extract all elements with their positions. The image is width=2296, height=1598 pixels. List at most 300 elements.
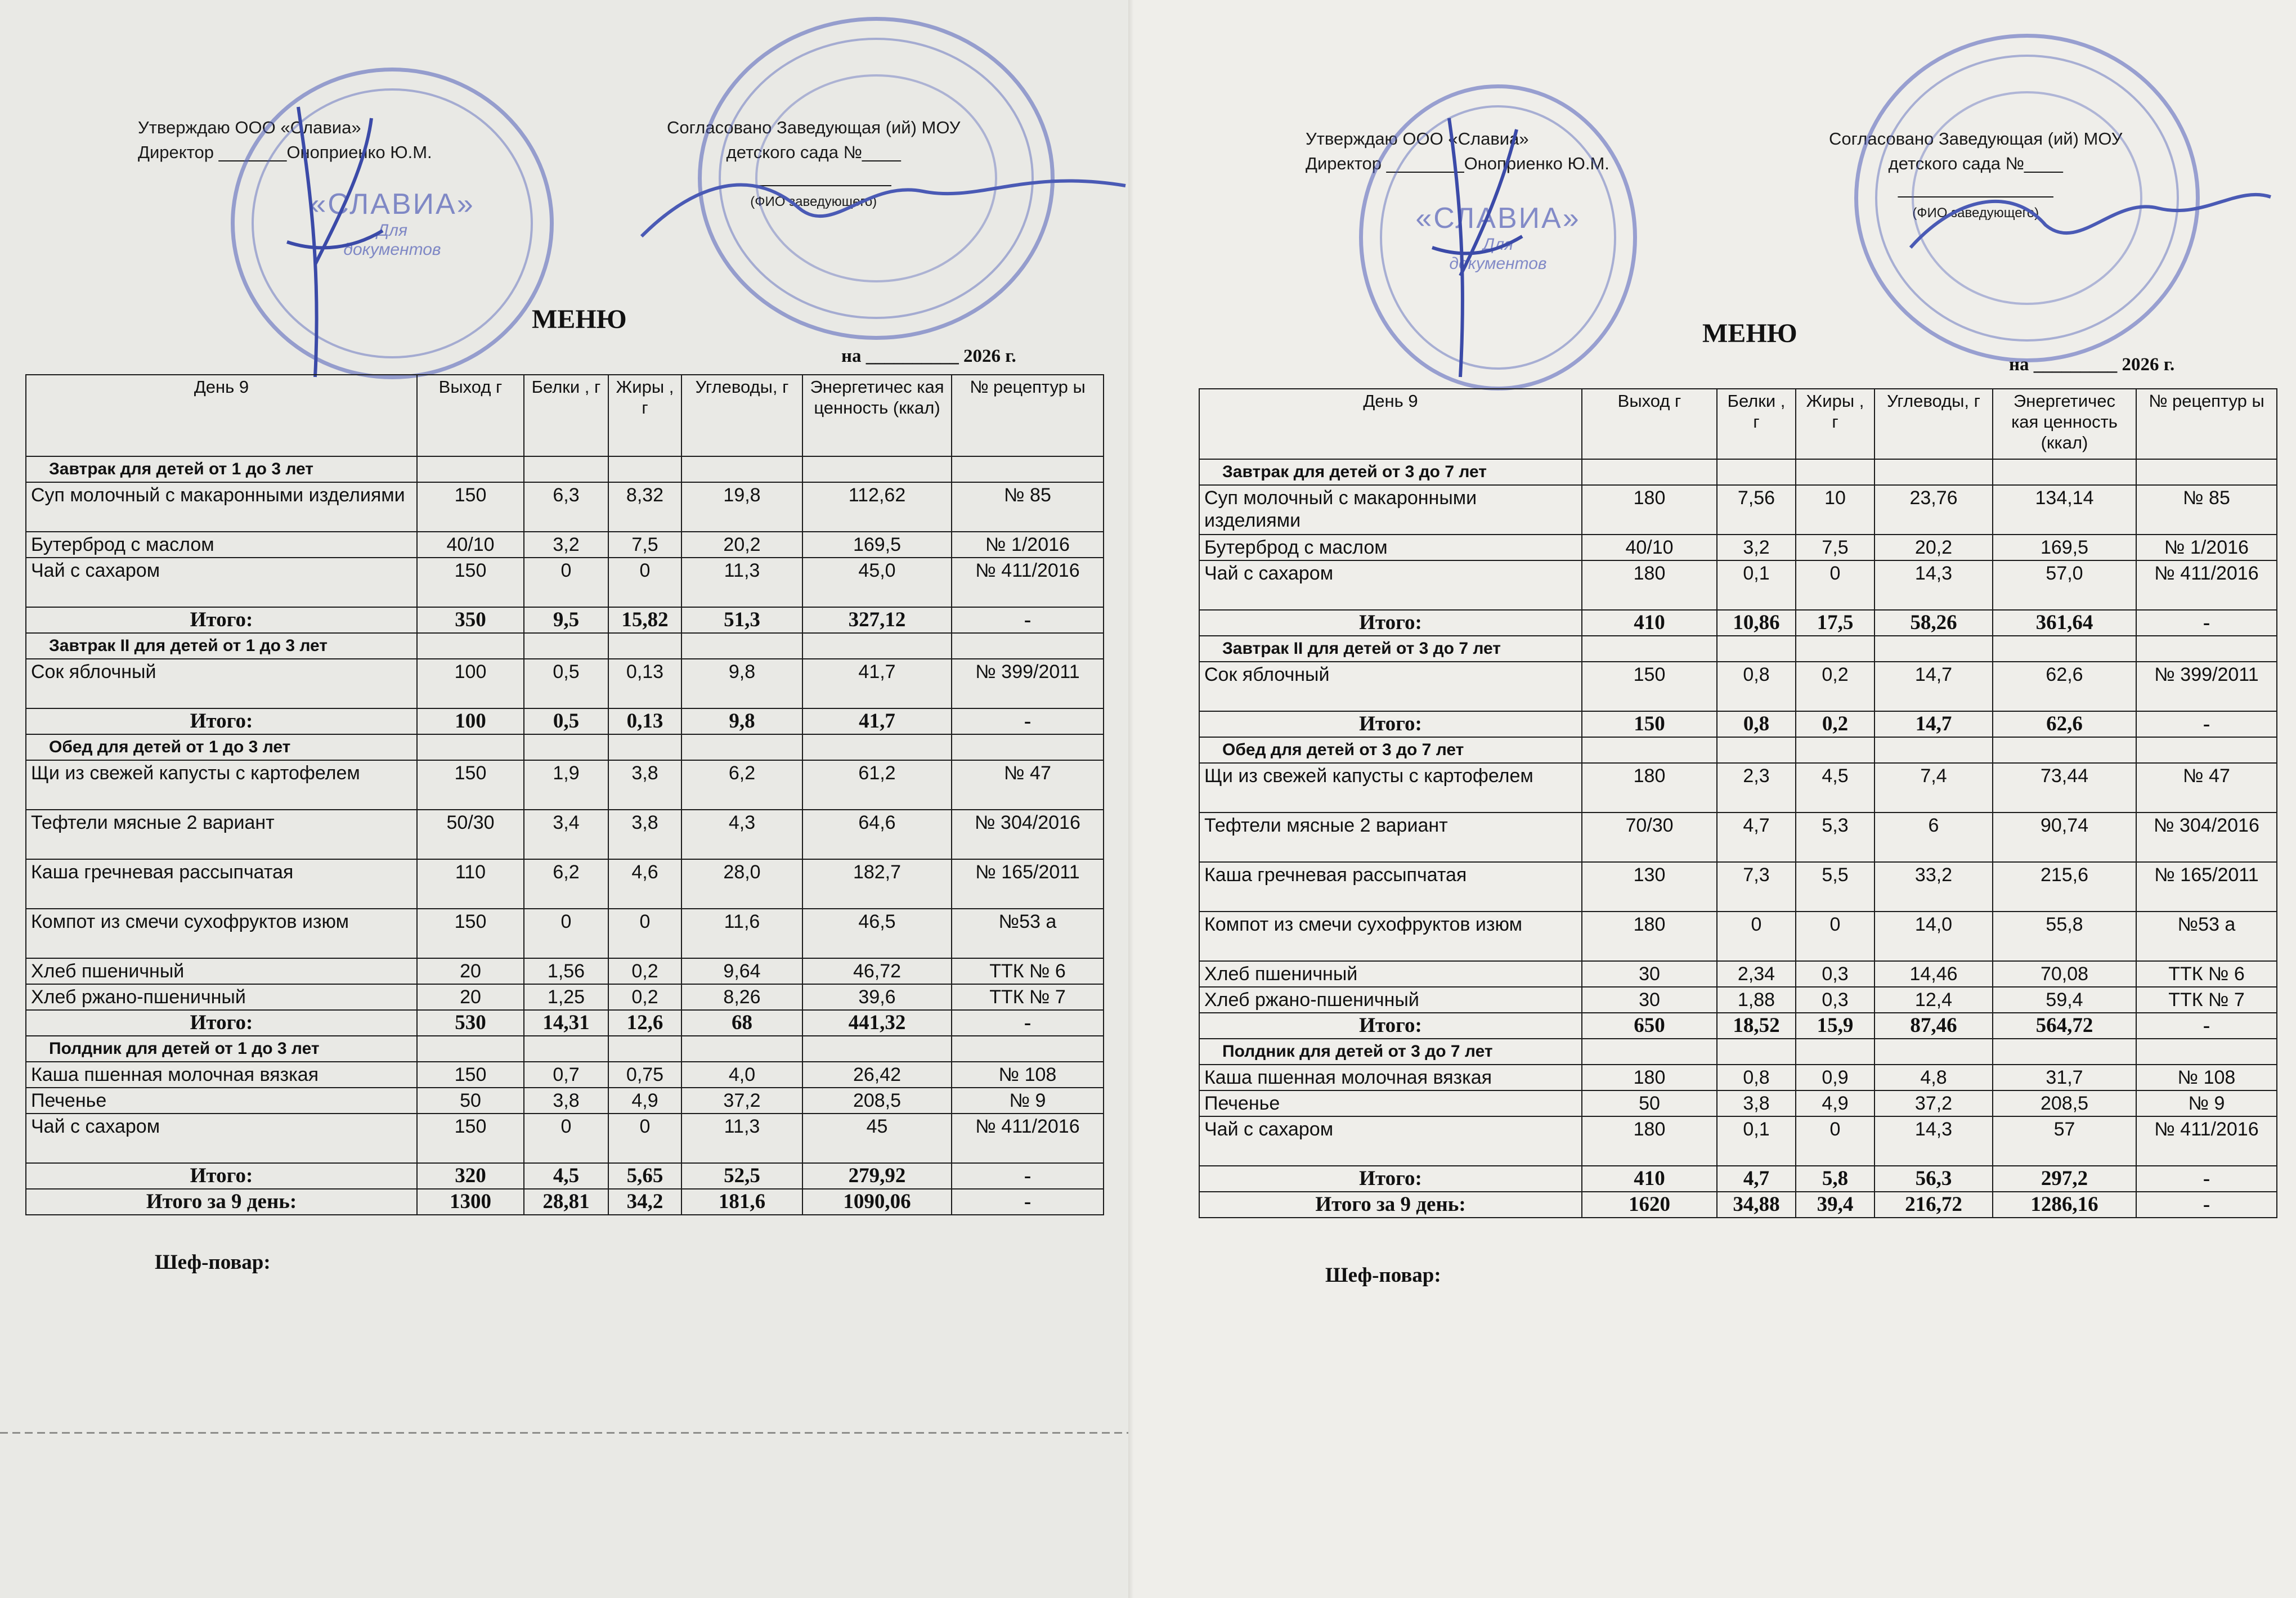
stamp-company-name: «СЛАВИА» — [1415, 202, 1581, 235]
dish-row — [1199, 987, 2277, 1013]
dish-row — [1199, 813, 2277, 862]
recipe-cell: № 411/2016 — [2136, 1116, 2277, 1166]
protein-cell: 0,7 — [524, 1062, 608, 1088]
energy-cell: 297,2 — [1993, 1166, 2136, 1192]
dish-row — [1199, 560, 2277, 610]
protein-cell: 1,56 — [524, 958, 608, 984]
energy-cell: 41,7 — [802, 659, 952, 708]
dish-name: Тефтели мясные 2 вариант — [1199, 813, 1582, 862]
left-sheet — [0, 0, 1134, 1598]
protein-cell: 3,8 — [524, 1088, 608, 1114]
recipe-cell: ТТК № 6 — [952, 958, 1104, 984]
output-cell: 150 — [417, 482, 524, 532]
energy-cell: 1090,06 — [802, 1189, 952, 1215]
fat-cell: 3,8 — [608, 810, 681, 859]
protein-cell: 18,52 — [1717, 1013, 1796, 1039]
energy-cell: 41,7 — [802, 708, 952, 734]
fat-cell: 4,5 — [1796, 763, 1875, 813]
protein-cell: 3,2 — [524, 532, 608, 558]
output-cell: 180 — [1582, 485, 1717, 535]
empty-cell — [1717, 1039, 1796, 1065]
output-cell: 150 — [417, 760, 524, 810]
energy-cell: 182,7 — [802, 859, 952, 909]
section-row — [1199, 636, 2277, 662]
header-protein: Белки , г — [1717, 389, 1796, 459]
protein-cell: 1,88 — [1717, 987, 1796, 1013]
energy-cell: 73,44 — [1993, 763, 2136, 813]
empty-cell — [524, 1036, 608, 1062]
head-name-caption: (ФИО заведующего) — [750, 194, 877, 209]
output-cell: 1620 — [1582, 1192, 1717, 1218]
approve-line: Утверждаю ООО «Славиа» — [1306, 129, 1529, 149]
dish-row — [26, 1088, 1104, 1114]
protein-cell: 4,7 — [1717, 1166, 1796, 1192]
dish-name: Щи из свежей капусты с картофелем — [26, 760, 417, 810]
dish-row — [26, 1114, 1104, 1163]
energy-cell: 564,72 — [1993, 1013, 2136, 1039]
carbs-cell: 14,3 — [1875, 560, 1993, 610]
total-label: Итого за 9 день: — [1199, 1192, 1582, 1218]
carbs-cell: 14,7 — [1875, 711, 1993, 737]
recipe-cell: № 47 — [2136, 763, 2277, 813]
carbs-cell: 6,2 — [681, 760, 802, 810]
total-label: Итого: — [26, 607, 417, 633]
total-label: Итого: — [1199, 610, 1582, 636]
output-cell: 20 — [417, 958, 524, 984]
energy-cell: 134,14 — [1993, 485, 2136, 535]
dish-row — [26, 760, 1104, 810]
fat-cell: 0,2 — [1796, 662, 1875, 711]
protein-cell: 9,5 — [524, 607, 608, 633]
output-cell: 50 — [1582, 1090, 1717, 1116]
section-title: Завтрак для детей от 1 до 3 лет — [26, 456, 417, 482]
recipe-cell: № 85 — [2136, 485, 2277, 535]
recipe-cell: № 1/2016 — [952, 532, 1104, 558]
signature-line: ________________ — [1898, 178, 2053, 198]
carbs-cell: 6 — [1875, 813, 1993, 862]
kindergarten-line: детского сада №____ — [726, 142, 901, 162]
recipe-cell: - — [952, 708, 1104, 734]
dish-row — [26, 659, 1104, 708]
empty-cell — [1717, 636, 1796, 662]
dish-name: Чай с сахаром — [1199, 560, 1582, 610]
carbs-cell: 14,7 — [1875, 662, 1993, 711]
output-cell: 650 — [1582, 1013, 1717, 1039]
energy-cell: 90,74 — [1993, 813, 2136, 862]
section-row — [26, 734, 1104, 760]
section-title: Полдник для детей от 1 до 3 лет — [26, 1036, 417, 1062]
output-cell: 150 — [1582, 662, 1717, 711]
head-signature — [1899, 163, 2282, 264]
total-label: Итого: — [1199, 711, 1582, 737]
fat-cell: 5,8 — [1796, 1166, 1875, 1192]
output-cell: 180 — [1582, 1065, 1717, 1090]
section-title: Завтрак II для детей от 1 до 3 лет — [26, 633, 417, 659]
energy-cell: 441,32 — [802, 1010, 952, 1036]
output-cell: 130 — [1582, 862, 1717, 912]
agreed-line: Согласовано Заведующая (ий) МОУ — [667, 118, 961, 137]
carbs-cell: 28,0 — [681, 859, 802, 909]
protein-cell: 14,31 — [524, 1010, 608, 1036]
recipe-cell: - — [2136, 610, 2277, 636]
energy-cell: 208,5 — [1993, 1090, 2136, 1116]
approve-line: Утверждаю ООО «Славиа» — [138, 118, 361, 137]
total-label: Итого: — [26, 708, 417, 734]
protein-cell: 6,2 — [524, 859, 608, 909]
carbs-cell: 14,46 — [1875, 961, 1993, 987]
carbs-cell: 37,2 — [681, 1088, 802, 1114]
output-cell: 110 — [417, 859, 524, 909]
total-label: Итого: — [1199, 1166, 1582, 1192]
output-cell: 530 — [417, 1010, 524, 1036]
carbs-cell: 68 — [681, 1010, 802, 1036]
protein-cell: 0 — [524, 1114, 608, 1163]
dish-name: Суп молочный с макаронными изделиями — [1199, 485, 1582, 535]
fat-cell: 5,3 — [1796, 813, 1875, 862]
protein-cell: 1,25 — [524, 984, 608, 1010]
recipe-cell: - — [2136, 1166, 2277, 1192]
protein-cell: 0,1 — [1717, 560, 1796, 610]
energy-cell: 62,6 — [1993, 711, 2136, 737]
empty-cell — [608, 633, 681, 659]
dish-row — [26, 984, 1104, 1010]
carbs-cell: 11,6 — [681, 909, 802, 958]
dish-row — [26, 1062, 1104, 1088]
total-label: Итого: — [1199, 1013, 1582, 1039]
energy-cell: 46,72 — [802, 958, 952, 984]
section-row — [26, 1036, 1104, 1062]
fat-cell: 12,6 — [608, 1010, 681, 1036]
empty-cell — [1582, 636, 1717, 662]
empty-cell — [1875, 636, 1993, 662]
right-sheet — [1134, 0, 2296, 1598]
total-row — [1199, 711, 2277, 737]
recipe-cell: ТТК № 7 — [952, 984, 1104, 1010]
header-day: День 9 — [26, 375, 417, 456]
protein-cell: 0,5 — [524, 659, 608, 708]
empty-cell — [952, 456, 1104, 482]
output-cell: 150 — [1582, 711, 1717, 737]
fat-cell: 5,65 — [608, 1163, 681, 1189]
output-cell: 50/30 — [417, 810, 524, 859]
empty-cell — [1796, 737, 1875, 763]
signature-line: ________________ — [736, 167, 891, 187]
empty-cell — [524, 734, 608, 760]
energy-cell: 327,12 — [802, 607, 952, 633]
output-cell: 20 — [417, 984, 524, 1010]
menu-table — [1199, 388, 2277, 1218]
dish-name: Компот из смечи сухофруктов изюм — [1199, 912, 1582, 961]
recipe-cell: № 1/2016 — [2136, 535, 2277, 560]
header-recipe: № рецептур ы — [952, 375, 1104, 456]
fat-cell: 7,5 — [608, 532, 681, 558]
output-cell: 350 — [417, 607, 524, 633]
fat-cell: 4,9 — [608, 1088, 681, 1114]
energy-cell: 112,62 — [802, 482, 952, 532]
protein-cell: 0 — [524, 909, 608, 958]
output-cell: 100 — [417, 708, 524, 734]
output-cell: 40/10 — [417, 532, 524, 558]
empty-cell — [417, 734, 524, 760]
dish-row — [1199, 1090, 2277, 1116]
energy-cell: 169,5 — [802, 532, 952, 558]
recipe-cell: № 47 — [952, 760, 1104, 810]
energy-cell: 1286,16 — [1993, 1192, 2136, 1218]
recipe-cell: № 411/2016 — [952, 558, 1104, 607]
menu-date: на __________ 2026 г. — [841, 346, 1016, 366]
total-row — [26, 708, 1104, 734]
energy-cell: 26,42 — [802, 1062, 952, 1088]
carbs-cell: 7,4 — [1875, 763, 1993, 813]
energy-cell: 70,08 — [1993, 961, 2136, 987]
carbs-cell: 33,2 — [1875, 862, 1993, 912]
total-row — [26, 1189, 1104, 1215]
dish-name: Хлеб пшеничный — [26, 958, 417, 984]
dish-row — [1199, 1065, 2277, 1090]
energy-cell: 169,5 — [1993, 535, 2136, 560]
empty-cell — [2136, 737, 2277, 763]
energy-cell: 45 — [802, 1114, 952, 1163]
carbs-cell: 9,64 — [681, 958, 802, 984]
energy-cell: 64,6 — [802, 810, 952, 859]
fat-cell: 0 — [608, 909, 681, 958]
empty-cell — [417, 456, 524, 482]
fat-cell: 15,9 — [1796, 1013, 1875, 1039]
protein-cell: 2,34 — [1717, 961, 1796, 987]
protein-cell: 0,8 — [1717, 711, 1796, 737]
dish-row — [26, 909, 1104, 958]
fat-cell: 0 — [1796, 1116, 1875, 1166]
dish-name: Печенье — [26, 1088, 417, 1114]
header-fat: Жиры , г — [1796, 389, 1875, 459]
agreed-line: Согласовано Заведующая (ий) МОУ — [1829, 129, 2123, 149]
fat-cell: 0,75 — [608, 1062, 681, 1088]
section-row — [26, 633, 1104, 659]
recipe-cell: № 304/2016 — [952, 810, 1104, 859]
protein-cell: 3,8 — [1717, 1090, 1796, 1116]
protein-cell: 28,81 — [524, 1189, 608, 1215]
protein-cell: 3,4 — [524, 810, 608, 859]
director-signature — [276, 96, 388, 388]
page-title: МЕНЮ — [532, 304, 627, 334]
empty-cell — [952, 1036, 1104, 1062]
empty-cell — [1796, 1039, 1875, 1065]
director-line: Директор _______Оноприенко Ю.М. — [138, 142, 432, 162]
protein-cell: 0 — [1717, 912, 1796, 961]
dish-row — [1199, 961, 2277, 987]
carbs-cell: 56,3 — [1875, 1166, 1993, 1192]
empty-cell — [681, 1036, 802, 1062]
fat-cell: 0 — [608, 1114, 681, 1163]
fat-cell: 0,13 — [608, 708, 681, 734]
recipe-cell: - — [2136, 1013, 2277, 1039]
empty-cell — [1993, 459, 2136, 485]
fat-cell: 39,4 — [1796, 1192, 1875, 1218]
kindergarten-line: детского сада №____ — [1888, 154, 2063, 173]
empty-cell — [417, 633, 524, 659]
section-row — [1199, 1039, 2277, 1065]
protein-cell: 3,2 — [1717, 535, 1796, 560]
energy-cell: 279,92 — [802, 1163, 952, 1189]
carbs-cell: 19,8 — [681, 482, 802, 532]
carbs-cell: 52,5 — [681, 1163, 802, 1189]
empty-cell — [1993, 737, 2136, 763]
fat-cell: 7,5 — [1796, 535, 1875, 560]
protein-cell: 7,56 — [1717, 485, 1796, 535]
protein-cell: 0,1 — [1717, 1116, 1796, 1166]
head-name-caption: (ФИО заведующего) — [1912, 205, 2039, 221]
carbs-cell: 11,3 — [681, 1114, 802, 1163]
menu-table — [25, 374, 1104, 1215]
dish-row — [1199, 912, 2277, 961]
energy-cell: 57 — [1993, 1116, 2136, 1166]
empty-cell — [608, 456, 681, 482]
dish-row — [1199, 763, 2277, 813]
output-cell: 180 — [1582, 560, 1717, 610]
output-cell: 150 — [417, 1114, 524, 1163]
recipe-cell: - — [952, 607, 1104, 633]
recipe-cell: - — [2136, 1192, 2277, 1218]
empty-cell — [952, 633, 1104, 659]
header-output: Выход г — [1582, 389, 1717, 459]
protein-cell: 0,5 — [524, 708, 608, 734]
output-cell: 150 — [417, 1062, 524, 1088]
empty-cell — [952, 734, 1104, 760]
fat-cell: 17,5 — [1796, 610, 1875, 636]
dish-row — [1199, 862, 2277, 912]
energy-cell: 45,0 — [802, 558, 952, 607]
dish-name: Печенье — [1199, 1090, 1582, 1116]
section-title: Завтрак II для детей от 3 до 7 лет — [1199, 636, 1582, 662]
section-row — [1199, 459, 2277, 485]
header-day: День 9 — [1199, 389, 1582, 459]
section-title: Завтрак для детей от 3 до 7 лет — [1199, 459, 1582, 485]
fat-cell: 34,2 — [608, 1189, 681, 1215]
empty-cell — [1796, 459, 1875, 485]
recipe-cell: - — [2136, 711, 2277, 737]
dish-name: Сок яблочный — [1199, 662, 1582, 711]
output-cell: 100 — [417, 659, 524, 708]
fat-cell: 0,2 — [1796, 711, 1875, 737]
total-row — [1199, 610, 2277, 636]
section-title: Обед для детей от 1 до 3 лет — [26, 734, 417, 760]
carbs-cell: 181,6 — [681, 1189, 802, 1215]
recipe-cell: - — [952, 1189, 1104, 1215]
dish-name: Суп молочный с макаронными изделиями — [26, 482, 417, 532]
empty-cell — [802, 734, 952, 760]
chef-label: Шеф-повар: — [155, 1251, 271, 1274]
stamp-company-name: «СЛАВИА» — [310, 188, 475, 221]
protein-cell: 4,5 — [524, 1163, 608, 1189]
carbs-cell: 4,8 — [1875, 1065, 1993, 1090]
fat-cell: 0 — [608, 558, 681, 607]
empty-cell — [1993, 636, 2136, 662]
header-energy: Энергетичес кая ценность (ккал) — [802, 375, 952, 456]
output-cell: 50 — [417, 1088, 524, 1114]
output-cell: 70/30 — [1582, 813, 1717, 862]
fat-cell: 5,5 — [1796, 862, 1875, 912]
carbs-cell: 58,26 — [1875, 610, 1993, 636]
carbs-cell: 14,3 — [1875, 1116, 1993, 1166]
empty-cell — [608, 734, 681, 760]
dish-name: Компот из смечи сухофруктов изюм — [26, 909, 417, 958]
recipe-cell: ТТК № 6 — [2136, 961, 2277, 987]
carbs-cell: 87,46 — [1875, 1013, 1993, 1039]
dish-name: Чай с сахаром — [26, 558, 417, 607]
carbs-cell: 12,4 — [1875, 987, 1993, 1013]
total-label: Итого: — [26, 1010, 417, 1036]
stamp-purpose-2: документов — [343, 240, 441, 259]
empty-cell — [1582, 737, 1717, 763]
header-output: Выход г — [417, 375, 524, 456]
dish-name: Бутерброд с маслом — [1199, 535, 1582, 560]
empty-cell — [1717, 737, 1796, 763]
director-line: Директор ________Оноприенко Ю.М. — [1306, 154, 1609, 173]
section-title: Обед для детей от 3 до 7 лет — [1199, 737, 1582, 763]
fold-line — [0, 1432, 1134, 1434]
page-title: МЕНЮ — [1702, 318, 1797, 348]
recipe-cell: № 85 — [952, 482, 1104, 532]
protein-cell: 0 — [524, 558, 608, 607]
protein-cell: 7,3 — [1717, 862, 1796, 912]
dish-row — [1199, 485, 2277, 535]
protein-cell: 34,88 — [1717, 1192, 1796, 1218]
total-row — [1199, 1192, 2277, 1218]
dish-name: Каша пшенная молочная вязкая — [26, 1062, 417, 1088]
output-cell: 410 — [1582, 610, 1717, 636]
carbs-cell: 9,8 — [681, 708, 802, 734]
total-row — [1199, 1013, 2277, 1039]
carbs-cell: 4,0 — [681, 1062, 802, 1088]
output-cell: 30 — [1582, 961, 1717, 987]
dish-row — [26, 958, 1104, 984]
energy-cell: 208,5 — [802, 1088, 952, 1114]
protein-cell: 10,86 — [1717, 610, 1796, 636]
empty-cell — [2136, 459, 2277, 485]
protein-cell: 6,3 — [524, 482, 608, 532]
output-cell: 150 — [417, 558, 524, 607]
carbs-cell: 37,2 — [1875, 1090, 1993, 1116]
output-cell: 150 — [417, 909, 524, 958]
fat-cell: 0,9 — [1796, 1065, 1875, 1090]
output-cell: 320 — [417, 1163, 524, 1189]
carbs-cell: 20,2 — [681, 532, 802, 558]
empty-cell — [681, 456, 802, 482]
header-carbs: Углеводы, г — [1875, 389, 1993, 459]
total-row — [26, 1010, 1104, 1036]
carbs-cell: 23,76 — [1875, 485, 1993, 535]
dish-name: Хлеб ржано-пшеничный — [1199, 987, 1582, 1013]
empty-cell — [2136, 636, 2277, 662]
header-recipe: № рецептур ы — [2136, 389, 2277, 459]
empty-cell — [1582, 1039, 1717, 1065]
fat-cell: 4,9 — [1796, 1090, 1875, 1116]
head-signature — [630, 146, 1134, 259]
energy-cell: 61,2 — [802, 760, 952, 810]
dish-name: Сок яблочный — [26, 659, 417, 708]
dish-name: Каша пшенная молочная вязкая — [1199, 1065, 1582, 1090]
stamp-purpose-2: документов — [1449, 254, 1547, 273]
energy-cell: 31,7 — [1993, 1065, 2136, 1090]
recipe-cell: № 9 — [952, 1088, 1104, 1114]
recipe-cell: №53 а — [952, 909, 1104, 958]
output-cell: 30 — [1582, 987, 1717, 1013]
carbs-cell: 11,3 — [681, 558, 802, 607]
protein-cell: 0,8 — [1717, 1065, 1796, 1090]
empty-cell — [802, 1036, 952, 1062]
dish-name: Щи из свежей капусты с картофелем — [1199, 763, 1582, 813]
fat-cell: 0,3 — [1796, 961, 1875, 987]
